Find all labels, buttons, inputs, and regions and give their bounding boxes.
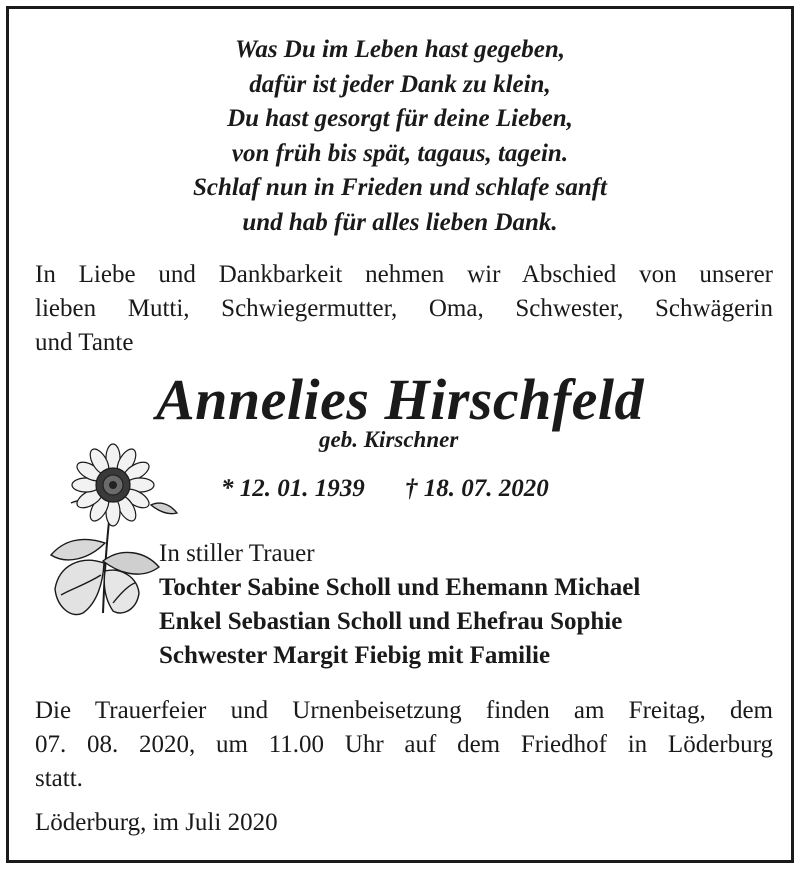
funeral-service-text xyxy=(35,694,773,796)
poem-line: dafür ist jeder Dank zu klein, xyxy=(249,70,551,98)
farewell-text xyxy=(35,258,773,360)
birth-date: * 12. 01. 1939 xyxy=(221,475,365,502)
poem-line: Du hast gesorgt für deine Lieben, xyxy=(227,105,573,132)
memorial-poem xyxy=(9,33,791,240)
death-date: † 18. 07. 2020 xyxy=(405,475,549,502)
poem-line: Schlaf nun in Frieden und schlafe sanft xyxy=(193,174,607,201)
poem-line: von früh bis spät, tagaus, tagein. xyxy=(231,139,569,167)
poem-line: Was Du im Leben hast gegeben, xyxy=(234,36,566,63)
mourners-block xyxy=(159,537,640,673)
farewell-line: In Liebe und Dankbarkeit nehmen wir Abschied von unserer xyxy=(35,261,773,288)
service-line: 07. 08. 2020, um 11.00 Uhr auf dem Friedhof in Löderburg xyxy=(35,731,773,758)
farewell-line: lieben Mutti, Schwiegermutter, Oma, Schwester, Schwägerin xyxy=(35,295,773,322)
place-and-date: Löderburg, im Juli 2020 xyxy=(35,809,278,836)
obituary-notice xyxy=(6,6,794,863)
mourner-line: Enkel Sebastian Scholl und Ehefrau Sophie xyxy=(159,608,623,635)
life-dates xyxy=(221,472,549,506)
deceased-name: Annelies Hirschfeld xyxy=(155,367,645,432)
service-line: statt. xyxy=(35,765,83,792)
service-line: Die Trauerfeier und Urnenbeisetzung finden am Freitag, dem xyxy=(35,697,773,724)
mourners-heading: In stiller Trauer xyxy=(159,540,315,567)
mourner-line: Schwester Margit Fiebig mit Familie xyxy=(159,642,551,669)
poem-line: und hab für alles lieben Dank. xyxy=(242,208,558,236)
farewell-line: und Tante xyxy=(35,329,134,356)
mourner-line: Tochter Sabine Scholl und Ehemann Michael xyxy=(159,574,641,601)
maiden-name: geb. Kirschner xyxy=(319,427,459,452)
